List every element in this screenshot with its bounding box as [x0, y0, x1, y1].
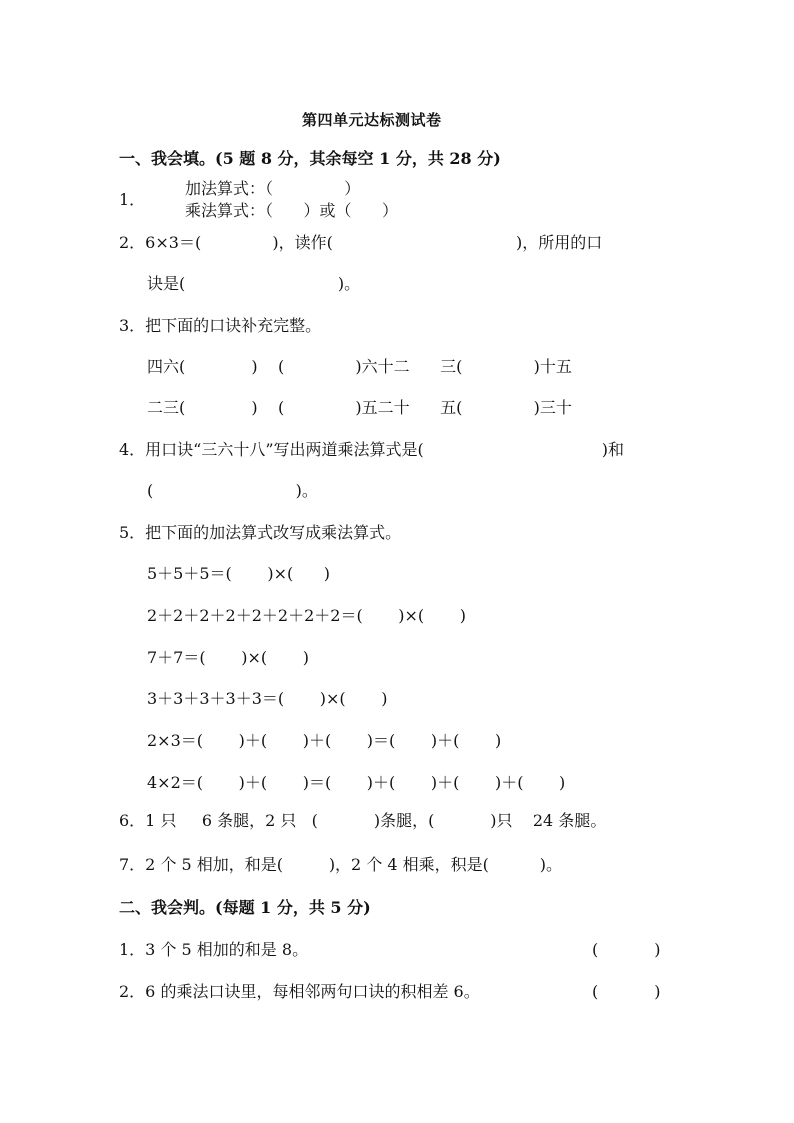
question-1-number: 1．	[119, 190, 146, 209]
judge-question-1-answer-blank: ( )	[592, 940, 661, 959]
question-3-row-1: 四六( ) ( )六十二 三( )十五	[147, 357, 572, 376]
question-3-row-2: 二三( ) ( )五二十 五( )三十	[147, 398, 572, 417]
question-5-item: 2＋2＋2＋2＋2＋2＋2＋2＝( )×( )	[147, 606, 467, 625]
section-1-heading: 一、我会填。(5 题 8 分，其余每空 1 分，共 28 分)	[119, 149, 501, 168]
question-2-line-1: 2．6×3＝( )，读作( )，所用的口	[119, 233, 603, 252]
question-5-item: 4×2＝( )＋( )＝( )＋( )＋( )＋( )	[147, 773, 566, 792]
question-5-item: 2×3＝( )＋( )＋( )＝( )＋( )	[147, 731, 502, 750]
question-5-prompt: 5．把下面的加法算式改写成乘法算式。	[119, 523, 402, 542]
question-5-item: 3＋3＋3＋3＋3＝( )×( )	[147, 689, 388, 708]
question-5-item: 5＋5＋5＝( )×( )	[147, 564, 331, 583]
question-1-addition-line: 加法算式：（ ）	[185, 179, 361, 198]
judge-question-2-answer-blank: ( )	[592, 982, 661, 1001]
question-5-item: 7＋7＝( )×( )	[147, 648, 309, 667]
question-3-prompt: 3．把下面的口诀补充完整。	[119, 316, 322, 335]
page-title: 第四单元达标测试卷	[302, 111, 442, 129]
judge-question-1: 1．3 个 5 相加的和是 8。	[119, 940, 309, 959]
question-1-multiplication-line: 乘法算式：（ ）或（ ）	[185, 201, 399, 220]
question-4-line-1: 4．用口诀“三六十八”写出两道乘法算式是( )和	[119, 440, 625, 459]
section-2-heading: 二、我会判。(每题 1 分，共 5 分)	[119, 898, 371, 917]
question-2-line-2: 诀是( )。	[147, 274, 361, 293]
question-6: 6．1 只 6 条腿，2 只 ( )条腿，( )只 24 条腿。	[119, 811, 607, 830]
question-4-line-2: ( )。	[147, 481, 318, 500]
judge-question-2: 2．6 的乘法口诀里，每相邻两句口诀的积相差 6。	[119, 982, 480, 1001]
question-7: 7．2 个 5 相加，和是( )，2 个 4 相乘，积是( )。	[119, 855, 563, 874]
